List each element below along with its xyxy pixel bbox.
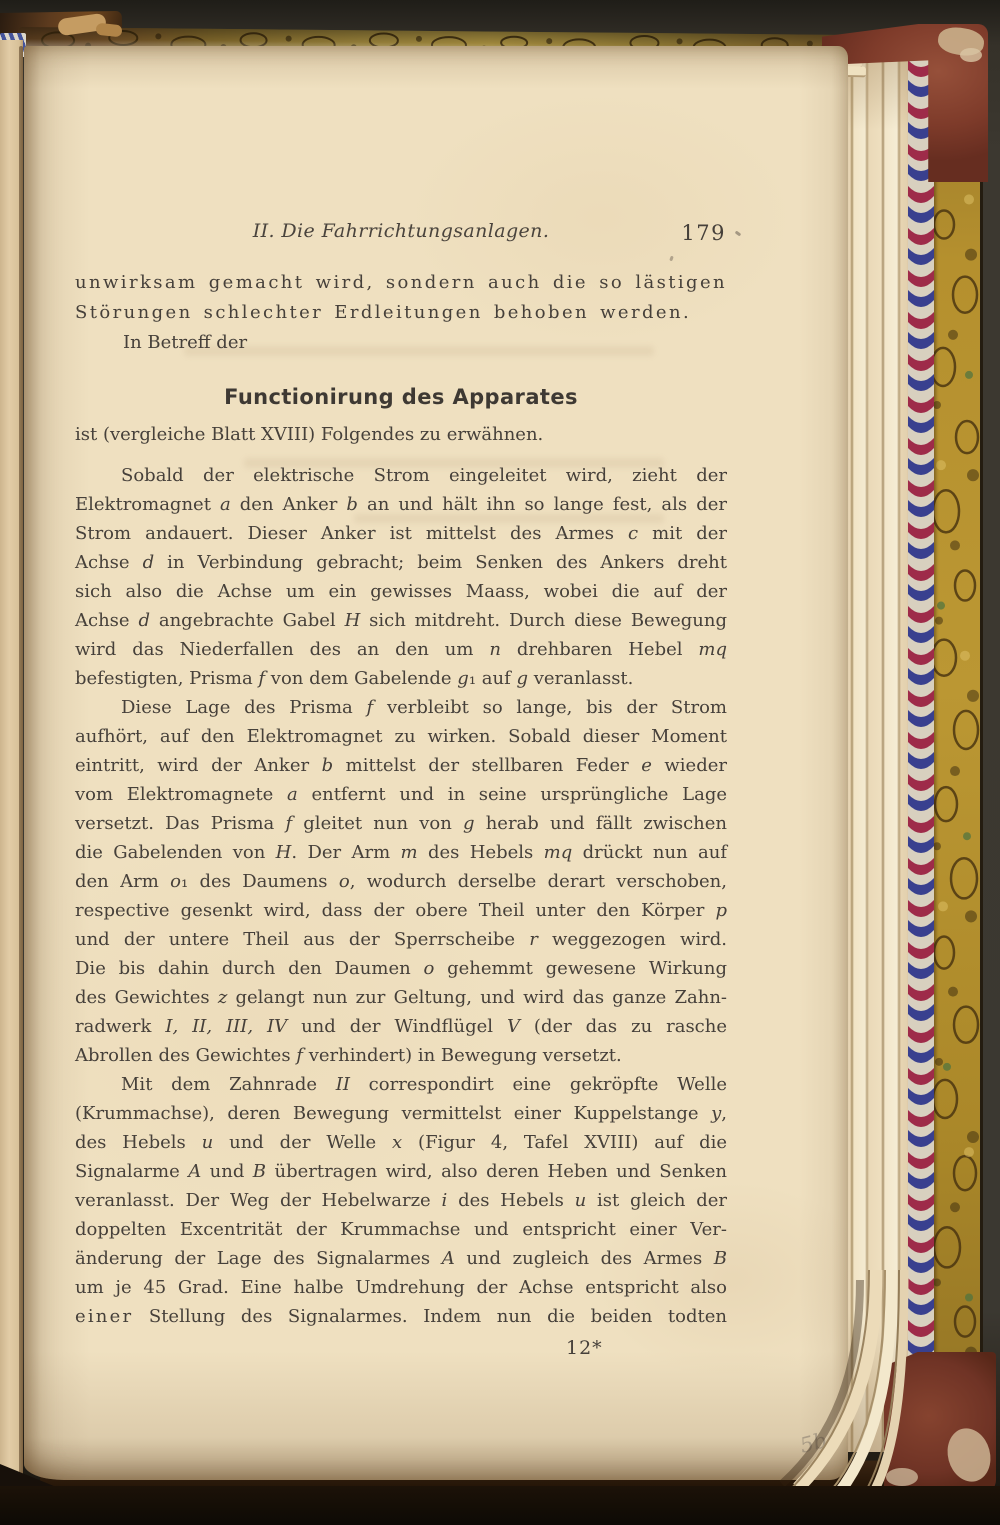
text-line: des Hebels u und der Welle x (Figur 4, Tafel XVIII) auf die <box>75 1132 727 1153</box>
text-line: Sobald der elektrische Strom eingeleitet wird, zieht der <box>121 465 727 486</box>
text-line: Achse d angebrachte Gabel H sich mitdreht. Durch diese Bewegung <box>75 610 727 631</box>
text-line: vom Elektromagnete a entfernt und in seine ursprüngliche Lage <box>75 784 727 805</box>
paragraph <box>75 461 727 693</box>
text-line: respective gesenkt wird, dass der obere Theil unter den Körper p <box>75 900 727 921</box>
text-line: Mit dem Zahnrade II correspondirt eine gekröpfte Welle <box>121 1074 727 1095</box>
text-line: und der untere Theil aus der Sperrscheibe r weggezogen wird. <box>75 929 727 950</box>
leather-scuff <box>960 48 982 62</box>
page-header <box>75 220 727 250</box>
page-stack-edges <box>845 60 911 1452</box>
text-line: Achse d in Verbindung gebracht; beim Senken des Ankers dreht <box>75 552 727 573</box>
marble-veins-icon <box>929 44 980 1480</box>
paragraph <box>75 1070 727 1331</box>
text-line: doppelten Excentrität der Krummachse und entspricht einer Ver- <box>75 1219 727 1240</box>
book-page <box>24 46 848 1480</box>
text-line: einer Stellung des Signalarmes. Indem nun die beiden todten <box>75 1306 727 1327</box>
lead-line: ist (vergleiche Blatt XVIII) Folgendes zu erwähnen. <box>75 424 544 445</box>
gutter-crease <box>19 46 23 1476</box>
text-line: änderung der Lage des Signalarmes A und zugleich des Armes B <box>75 1248 727 1269</box>
text-line: die Gabelenden von H. Der Arm m des Hebels mq drückt nun auf <box>75 842 728 863</box>
background-bottom <box>0 1486 1000 1525</box>
text-line: Störungen schlechter Erdleitungen behoben werden. <box>75 302 692 323</box>
text-line: des Gewichtes z gelangt nun zur Geltung, und wird das ganze Zahn- <box>75 987 727 1008</box>
running-title: II. Die Fahrrichtungsanlagen. <box>252 220 550 242</box>
text-line: den Arm o₁ des Daumens o, wodurch derselbe derart verschoben, <box>75 871 728 892</box>
text-line: Abrollen des Gewichtes f verhindert) in Bewegung versetzt. <box>75 1045 622 1066</box>
signature-mark: 12* <box>566 1337 603 1359</box>
fore-edge-scallop-pattern <box>908 58 934 1458</box>
fanned-page-corners <box>780 1270 920 1495</box>
text-line: eintritt, wird der Anker b mittelst der stellbaren Feder e wieder <box>75 755 727 776</box>
text-line: aufhört, auf den Elektromagnet zu wirken. Sobald dieser Moment <box>75 726 727 747</box>
text-line: um je 45 Grad. Eine halbe Umdrehung der Achse entspricht also <box>75 1277 727 1298</box>
text-line: sich also die Achse um ein gewisses Maass, wobei die auf der <box>75 581 727 602</box>
text-line: (Krummachse), deren Bewegung vermittelst einer Kuppelstange y, <box>75 1103 727 1124</box>
text-line: Diese Lage des Prisma f verbleibt so lange, bis der Strom <box>121 697 728 718</box>
text-line: Strom andauert. Dieser Anker ist mittelst des Armes c mit der <box>75 523 728 544</box>
text-line: veranlasst. Der Weg der Hebelwarze i des Hebels u ist gleich der <box>75 1190 727 1211</box>
text-line: befestigten, Prisma f von dem Gabelende g₁ auf g veranlasst. <box>75 668 634 689</box>
text-line: Die bis dahin durch den Daumen o gehemmt gewesene Wirkung <box>75 958 727 979</box>
marbled-cover-fore-board <box>929 44 983 1480</box>
text-line: radwerk I, II, III, IV und der Windflügel V (der das zu rasche <box>75 1016 728 1037</box>
text-line: versetzt. Das Prisma f gleitet nun von g herab und fällt zwischen <box>75 813 727 834</box>
pencil-annotation: 5b <box>797 1428 830 1458</box>
page-number: 179 <box>681 221 726 245</box>
intro-closing-line: In Betreff der <box>123 332 248 353</box>
section-heading: Functionirung des Apparates <box>224 385 578 409</box>
paper-speck <box>735 231 742 237</box>
text-line: Signalarme A und B übertragen wird, also deren Heben und Senken <box>75 1161 727 1182</box>
text-block <box>75 220 727 1359</box>
paragraph-continuation <box>75 268 727 328</box>
paragraph <box>75 693 727 1070</box>
marbled-fore-edge <box>908 58 934 1458</box>
text-line: Elektromagnet a den Anker b an und hält ihn so lange fest, als der <box>75 494 727 515</box>
text-line: wird das Niederfallen des an den um n drehbaren Hebel mq <box>75 639 728 660</box>
text-line: unwirksam gemacht wird, sondern auch die so lästigen <box>75 272 727 293</box>
